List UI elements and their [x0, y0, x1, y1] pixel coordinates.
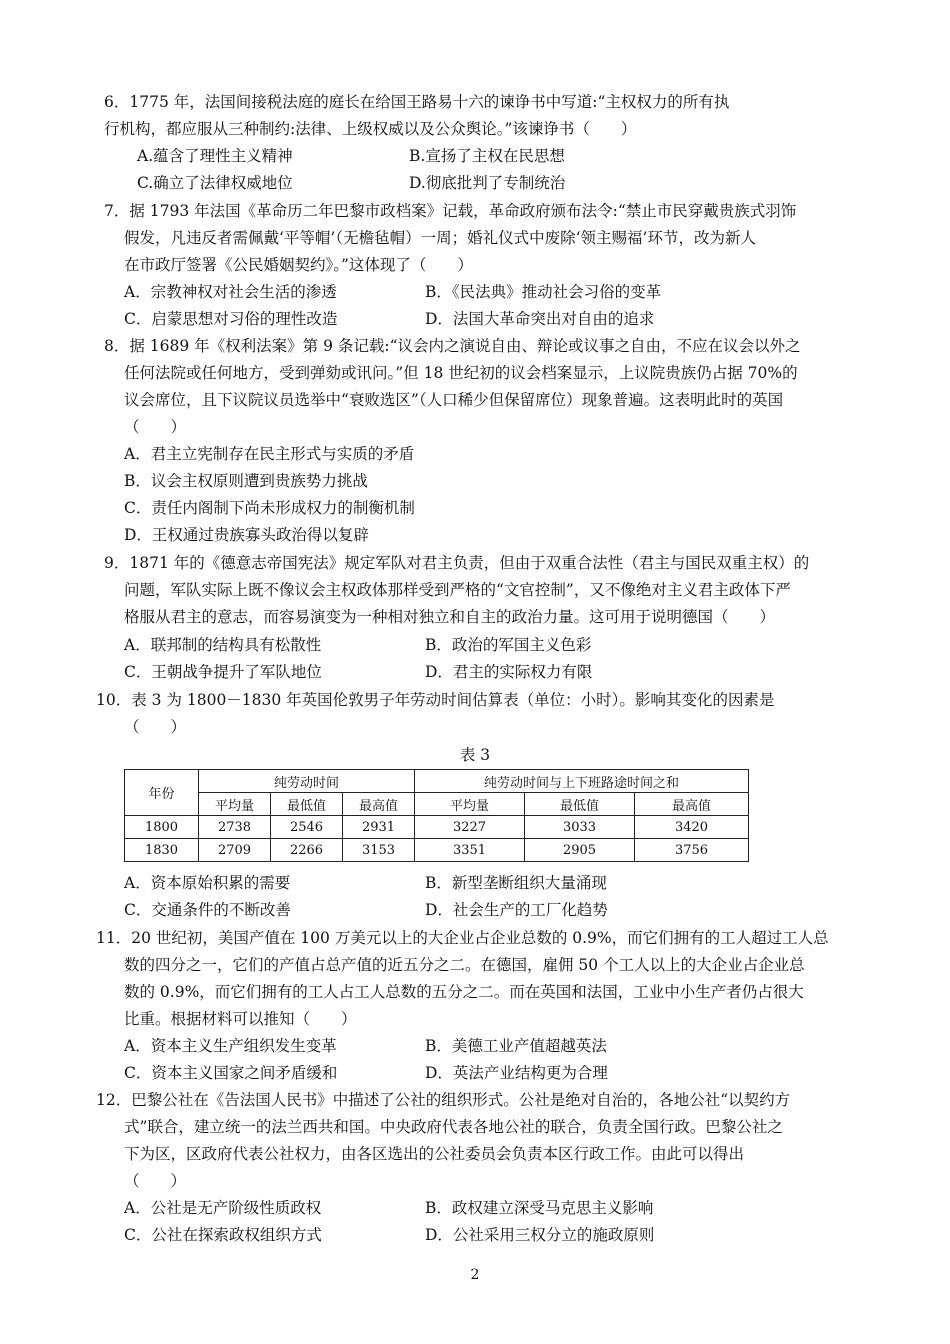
q9-option-b: B．政治的军国主义色彩 — [425, 636, 592, 654]
q9-option-d: D．君主的实际权力有限 — [425, 663, 593, 681]
table-cell: 2931 — [343, 816, 415, 839]
page-number: 2 — [470, 1267, 480, 1283]
q6-option-a: A.蕴含了理性主义精神 — [137, 147, 293, 165]
subheader-maximum: 最高值 — [635, 793, 749, 816]
table-row — [125, 816, 749, 839]
q8-line-4: （ ） — [124, 418, 187, 436]
q8-line-1: 8．据 1689 年《权利法案》第 9 条记载:“议会内之演说自由、辩论或议事之自由，不应在议会以外之 — [104, 337, 801, 355]
table-cell: 2905 — [525, 839, 635, 862]
q9-line-3: 格服从君主的意志，而容易演变为一种相对独立和自主的政治力量。这可用于说明德国（ ） — [124, 608, 776, 626]
q6-line-1: 6．1775 年，法国间接税法庭的庭长在给国王路易十六的谏诤书中写道:“主权权力的所有执 — [104, 93, 730, 111]
q12-option-b: B．政权建立深受马克思主义影响 — [425, 1199, 654, 1217]
table-caption: 表 3 — [459, 746, 491, 764]
q11-option-a: A．资本主义生产组织发生变革 — [124, 1037, 337, 1055]
q12-option-d: D．公社采用三权分立的施政原则 — [425, 1226, 655, 1244]
table-cell: 3227 — [415, 816, 525, 839]
q11-option-b: B．美德工业产值超越英法 — [425, 1037, 607, 1055]
subheader-minimum: 最低值 — [271, 793, 343, 816]
q7-option-a: A．宗教神权对社会生活的渗透 — [124, 283, 337, 301]
q9-line-2: 问题，军队实际上既不像议会主权政体那样受到严格的“文官控制”，又不像绝对主义君主政体下严 — [124, 581, 791, 599]
q8-option-d: D．王权通过贵族寡头政治得以复辟 — [124, 526, 369, 544]
q11-line-4: 比重。根据材料可以推知（ ） — [124, 1010, 357, 1028]
subheader-average: 平均量 — [199, 793, 271, 816]
table-cell: 3033 — [525, 816, 635, 839]
q6-option-b: B.宣扬了主权在民思想 — [409, 147, 565, 165]
q8-option-c: C．责任内阁制下尚未形成权力的制衡机制 — [124, 499, 415, 517]
table-cell: 2266 — [271, 839, 343, 862]
q12-line-4: （ ） — [124, 1172, 187, 1190]
q6-option-d: D.彻底批判了专制统治 — [409, 174, 566, 192]
q7-line-1: 7．据 1793 年法国《革命历二年巴黎市政档案》记载，革命政府颁布法令:“禁止市民穿戴贵族式羽饰 — [104, 202, 797, 220]
q8-option-a: A．君主立宪制存在民主形式与实质的矛盾 — [124, 445, 415, 463]
table-cell: 1830 — [125, 839, 199, 862]
q11-option-d: D．英法产业结构更为合理 — [425, 1064, 608, 1082]
q10-line-2: （ ） — [124, 718, 187, 736]
q6-line-2: 行机构，都应服从三种制约:法律、上级权威以及公众舆论。”该谏诤书（ ） — [104, 120, 637, 138]
q12-line-2: 式”联合，建立统一的法兰西共和国。中央政府代表各地公社的联合，负责全国行政。巴黎公社之 — [124, 1118, 783, 1136]
header-labor-plus-commute: 纯劳动时间与上下班路途时间之和 — [415, 770, 749, 793]
q12-line-1: 12．巴黎公社在《告法国人民书》中描述了公社的组织形式。公社是绝对自治的，各地公社“以契约方 — [96, 1091, 791, 1109]
q7-line-2: 假发，凡违反者需佩戴‘平等帽’（无檐毡帽）一周；婚礼仪式中废除‘领主赐福’环节，改为新人 — [124, 229, 756, 247]
subheader-minimum: 最低值 — [525, 793, 635, 816]
table-row — [125, 839, 749, 862]
q11-line-2: 数的四分之一，它们的产值占总产值的近五分之二。在德国，雇佣 50 个工人以上的大企业占企业总 — [124, 956, 805, 974]
q10-option-a: A．资本原始积累的需要 — [124, 874, 291, 892]
q8-option-b: B．议会主权原则遭到贵族势力挑战 — [124, 472, 368, 490]
header-year: 年份 — [125, 770, 199, 816]
q8-line-2: 任何法院或任何地方，受到弹劾或讯问。”但 18 世纪初的议会档案显示，上议院贵族仍占据 70%的 — [124, 364, 798, 382]
q9-line-1: 9．1871 年的《德意志帝国宪法》规定军队对君主负责，但由于双重合法性（君主与国民双重主权）的 — [104, 554, 810, 572]
table-cell: 3153 — [343, 839, 415, 862]
subheader-maximum: 最高值 — [343, 793, 415, 816]
q6-option-c: C.确立了法律权威地位 — [137, 174, 293, 192]
subheader-average: 平均量 — [415, 793, 525, 816]
table-cell: 3351 — [415, 839, 525, 862]
q10-option-b: B．新型垄断组织大量涌现 — [425, 874, 607, 892]
q9-option-c: C．王朝战争提升了军队地位 — [124, 663, 322, 681]
q11-line-3: 数的 0.9%，而它们拥有的工人占工人总数的五分之二。而在英国和法国，工业中小生产者仍占很大 — [124, 983, 804, 1001]
q10-option-d: D．社会生产的工厂化趋势 — [425, 901, 608, 919]
q7-line-3: 在市政厅签署《公民婚姻契约》。”这体现了（ ） — [124, 256, 473, 274]
q7-option-d: D．法国大革命突出对自由的追求 — [425, 310, 655, 328]
table-cell: 2738 — [199, 816, 271, 839]
table-cell: 3756 — [635, 839, 749, 862]
q12-option-a: A．公社是无产阶级性质政权 — [124, 1199, 322, 1217]
q11-option-c: C．资本主义国家之间矛盾缓和 — [124, 1064, 338, 1082]
table-cell: 2709 — [199, 839, 271, 862]
q9-option-a: A．联邦制的结构具有松散性 — [124, 636, 322, 654]
q7-option-c: C．启蒙思想对习俗的理性改造 — [124, 310, 338, 328]
q10-line-1: 10．表 3 为 1800－1830 年英国伦敦男子年劳动时间估算表（单位：小时）。影响其变化的因素是 — [96, 691, 775, 709]
header-pure-labor: 纯劳动时间 — [199, 770, 415, 793]
q7-option-b: B．《民法典》推动社会习俗的变革 — [425, 283, 662, 301]
q10-option-c: C．交通条件的不断改善 — [124, 901, 291, 919]
table-cell: 2546 — [271, 816, 343, 839]
table-cell: 1800 — [125, 816, 199, 839]
table-cell: 3420 — [635, 816, 749, 839]
q12-line-3: 下为区，区政府代表公社权力，由各区选出的公社委员会负责本区行政工作。由此可以得出 — [124, 1145, 745, 1163]
q11-line-1: 11．20 世纪初，美国产值在 100 万美元以上的大企业占企业总数的 0.9%，而它们拥有的工人超过工人总 — [96, 929, 829, 947]
q12-option-c: C．公社在探索政权组织方式 — [124, 1226, 322, 1244]
q8-line-3: 议会席位，且下议院议员选举中“衰败选区”（人口稀少但保留席位）现象普遍。这表明此时的英国 — [124, 391, 784, 409]
labor-hours-table — [124, 769, 749, 862]
